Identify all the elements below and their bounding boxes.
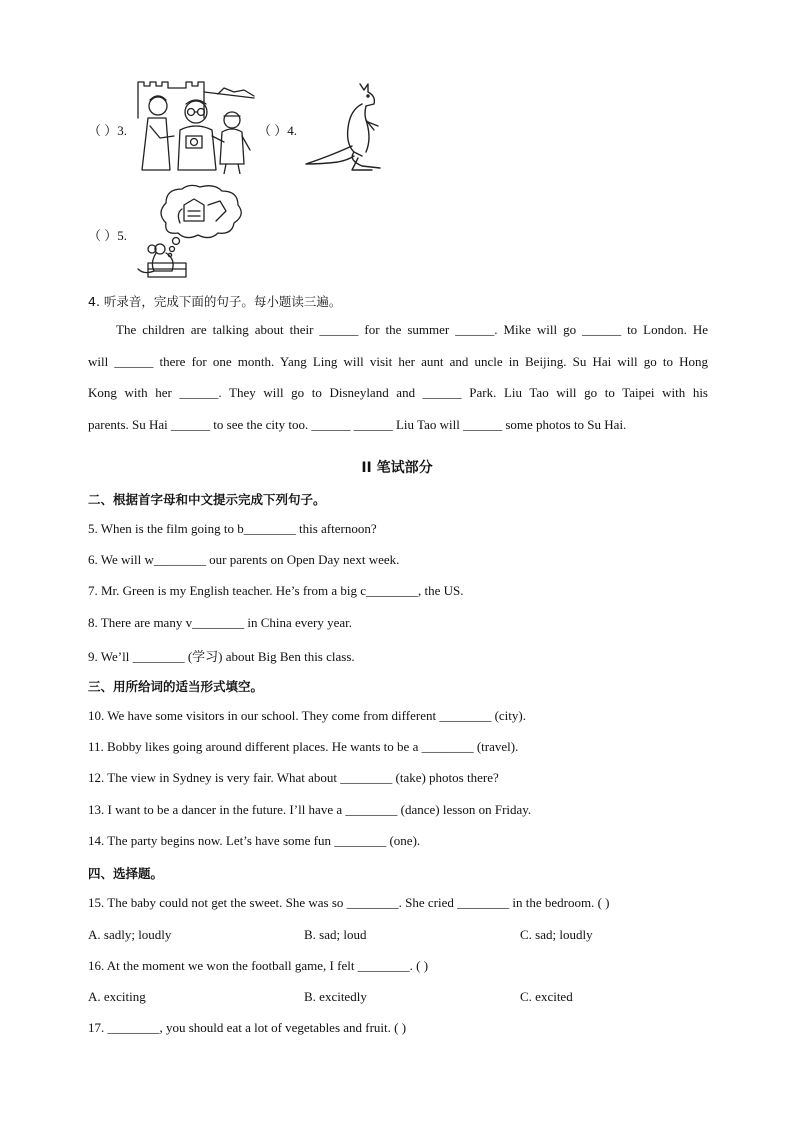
question-15-option-a: A. sadly; loudly xyxy=(88,927,172,942)
section-4-heading: 四、选择题。 xyxy=(88,866,164,881)
question-16: 16. At the moment we won the football game, I felt ________. ( ) xyxy=(88,958,429,973)
question-6: 6. We will w________ our parents on Open Day next week. xyxy=(88,552,400,567)
question-8: 8. There are many v________ in China every year. xyxy=(88,615,353,630)
question-7: 7. Mr. Green is my English teacher. He’s from a big c________, the US. xyxy=(88,583,464,598)
question-16-option-c: C. excited xyxy=(520,989,573,1004)
item-3-label: （ ）3. xyxy=(88,123,128,138)
great-wall-tourists-illustration xyxy=(136,78,256,174)
part4-heading: 4. 听录音，完成下面的句子。每小题读三遍。 xyxy=(88,294,342,309)
section-2-heading: 二、根据首字母和中文提示完成下列句子。 xyxy=(88,492,326,507)
mouse-dreaming-illustration xyxy=(136,183,248,279)
question-16-option-b: B. excitedly xyxy=(304,989,367,1004)
question-5: 5. When is the film going to b________ this afternoon? xyxy=(88,521,377,536)
question-9: 9. We’ll ________ (学习) about Big Ben this class. xyxy=(88,649,355,664)
question-15-option-c: C. sad; loudly xyxy=(520,927,593,942)
question-10: 10. We have some visitors in our school. They come from different ________ (city). xyxy=(88,708,526,723)
question-16-option-a: A. exciting xyxy=(88,989,146,1004)
part4-line-2: will ______ there for one month. Yang Ling will visit her aunt and uncle in Beijing. Su Hai will go to Hong xyxy=(88,353,708,369)
question-17: 17. ________, you should eat a lot of vegetables and fruit. ( ) xyxy=(88,1020,407,1035)
question-15-option-b: B. sad; loud xyxy=(304,927,367,942)
question-15: 15. The baby could not get the sweet. She was so ________. She cried ________ in the bedroom. ( ) xyxy=(88,895,610,910)
part4-paragraph xyxy=(88,314,708,440)
item-4-label: （ ）4. xyxy=(258,123,298,138)
written-section-title: II 笔试部分 xyxy=(361,460,433,476)
question-12: 12. The view in Sydney is very fair. What about ________ (take) photos there? xyxy=(88,770,499,785)
item-5-label: （ ）5. xyxy=(88,228,128,243)
part4-line-4: parents. Su Hai ______ to see the city too. ______ ______ Liu Tao will ______ some photos to Su Hai. xyxy=(88,416,627,432)
kangaroo-illustration xyxy=(302,80,384,174)
question-11: 11. Bobby likes going around different places. He wants to be a ________ (travel). xyxy=(88,739,519,754)
part4-line-3: Kong with her ______. They will go to Disneyland and ______ Park. Liu Tao will go to Taipei with his xyxy=(88,385,708,400)
section-3-heading: 三、用所给词的适当形式填空。 xyxy=(88,679,264,694)
question-14: 14. The party begins now. Let’s have some fun ________ (one). xyxy=(88,833,421,848)
question-13: 13. I want to be a dancer in the future. I’ll have a ________ (dance) lesson on Friday. xyxy=(88,802,532,817)
part4-line-1: The children are talking about their ______ for the summer ______. Mike will go ______ to London. He xyxy=(116,322,708,337)
